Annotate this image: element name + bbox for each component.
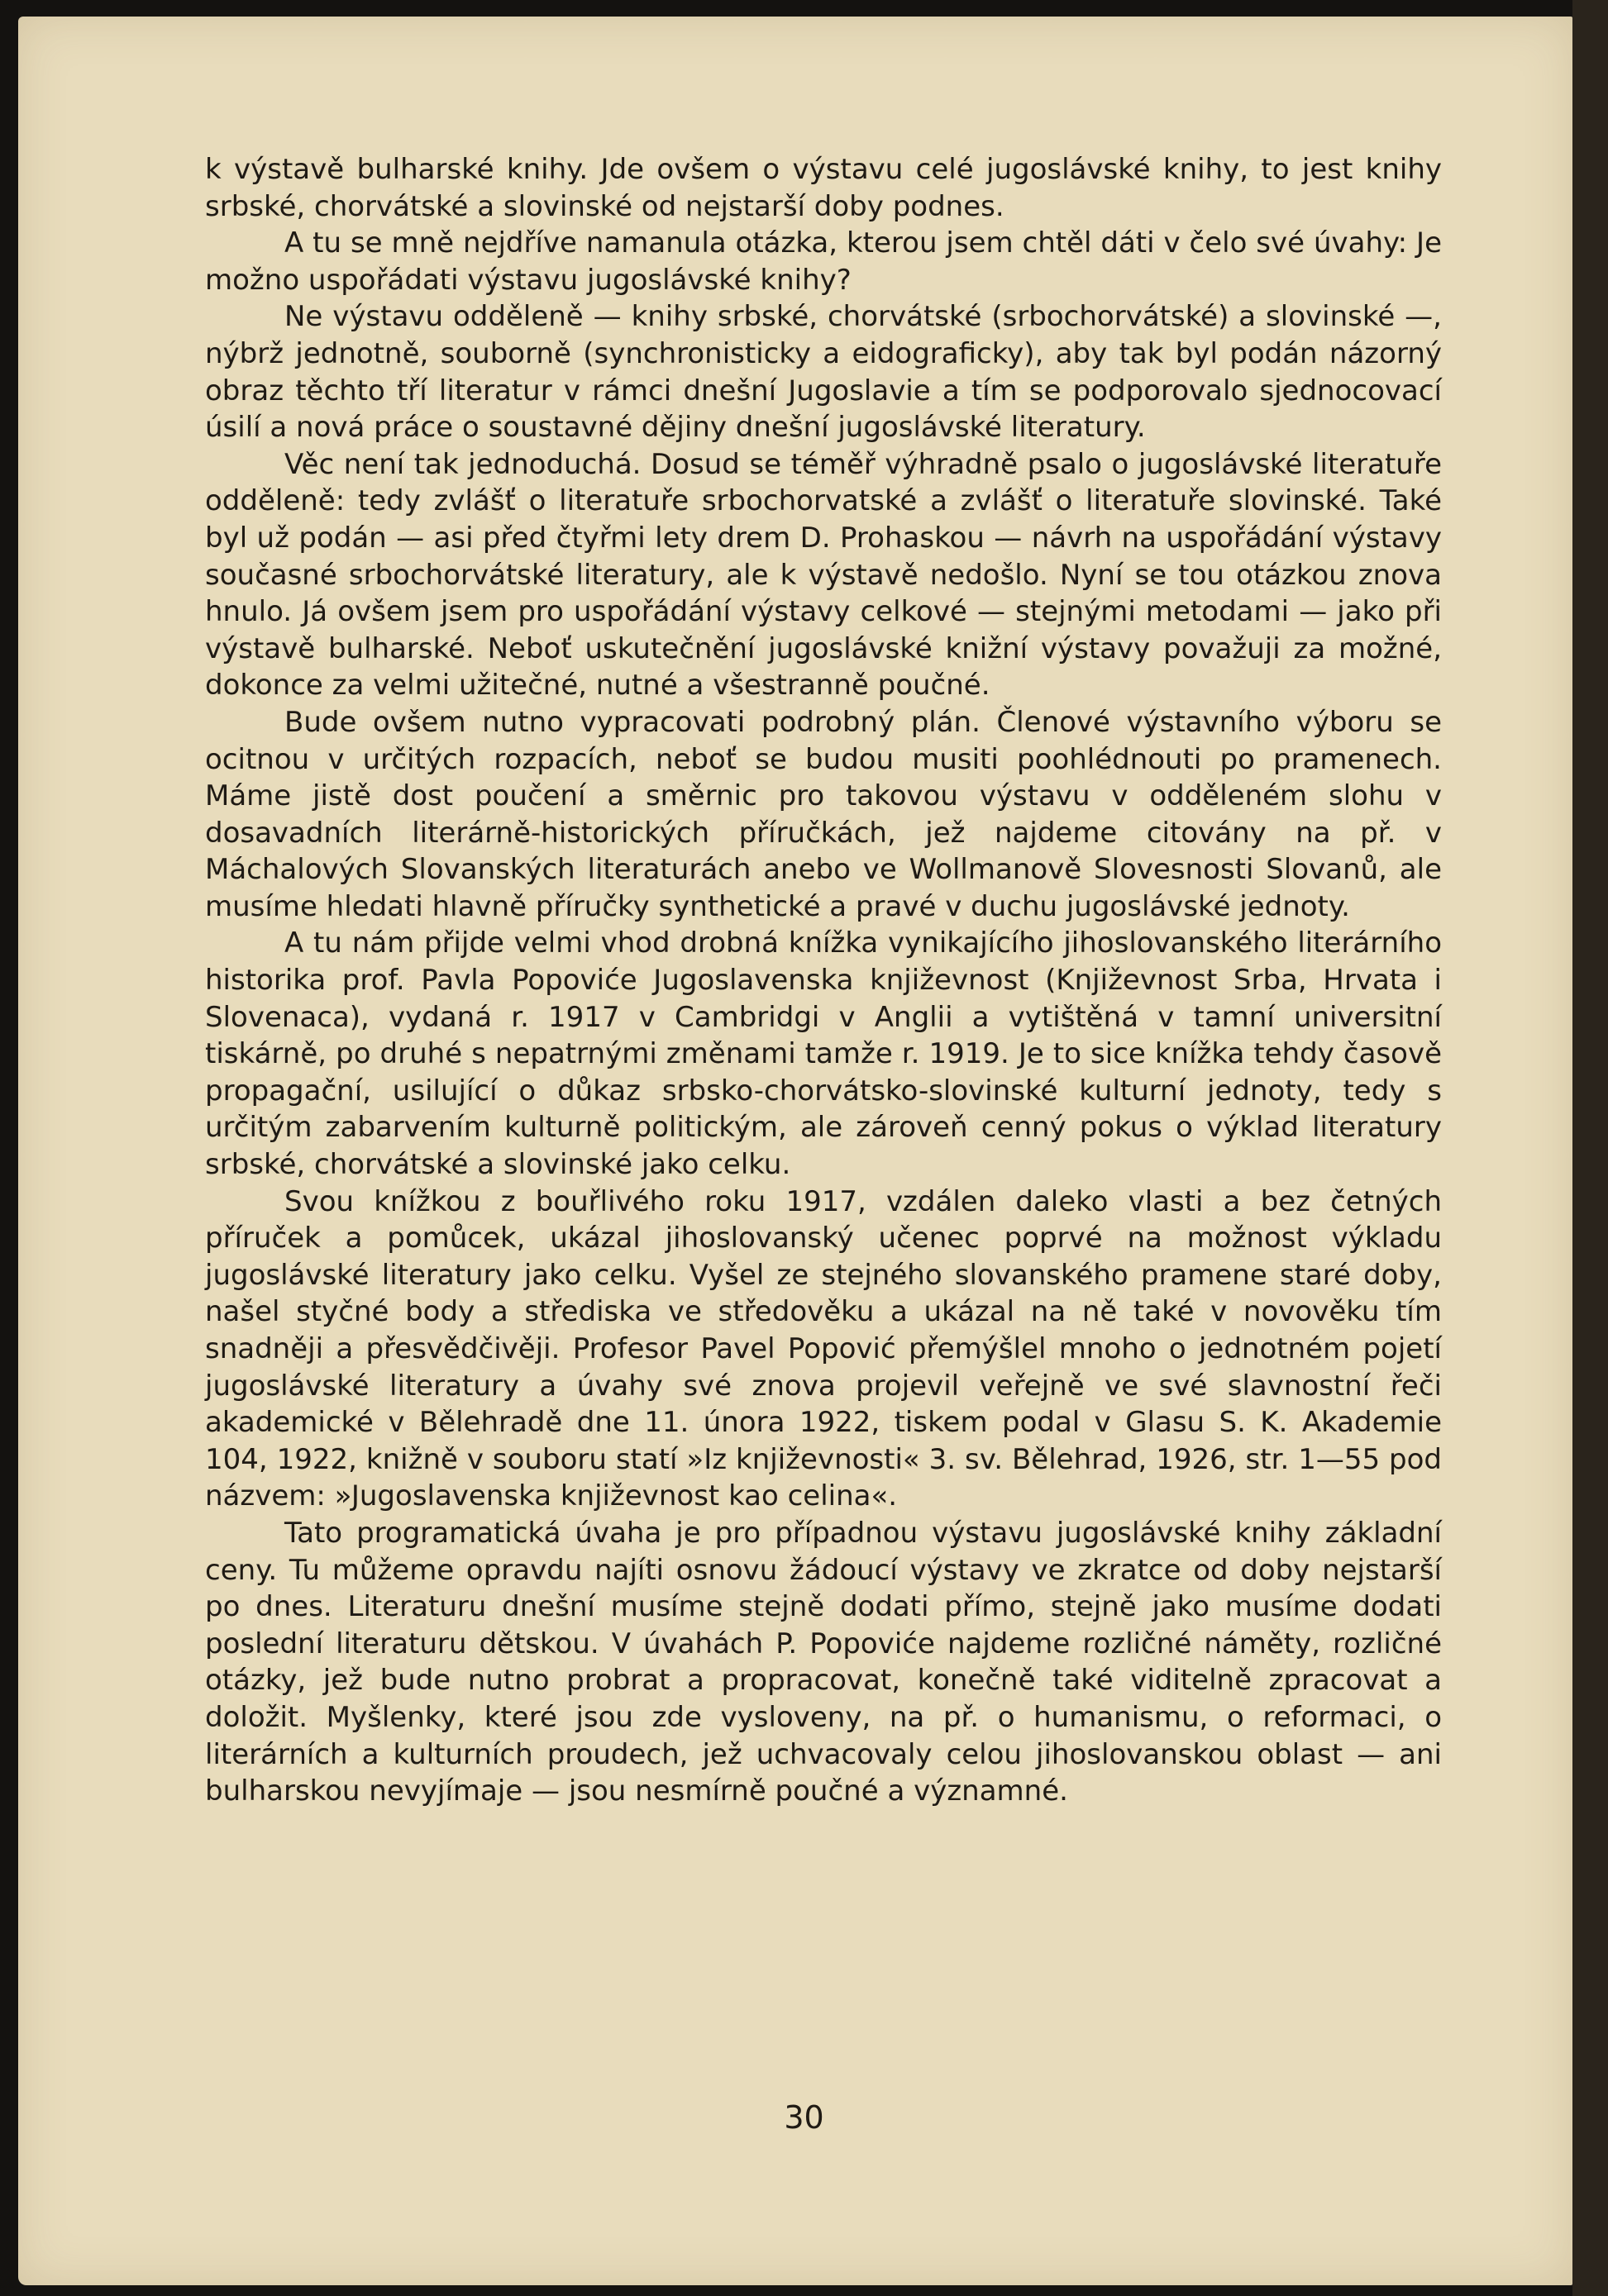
paragraph: Tato programatická úvaha je pro případnou výstavu jugoslávské knihy základní ceny. Tu můžeme opravdu najíti osnovu žádoucí výstavy ve zkratce od doby nejstarší po dnes. Literaturu dnešní musíme stejně dodati přímo, stejně jako musíme dodati poslední literaturu dětskou. V úvahách P. Popoviće najdeme rozličné náměty, rozličné otázky, jež bude nutno probrat a propracovat, konečně také viditelně zpracovat a doložit. Myšlenky, které jsou zde vysloveny, na př. o humanismu, o reformaci, o literárních a kulturních proudech, jež uchvacovaly celou jihoslovanskou oblast — ani bulharskou nevyjímaje — jsou nesmírně poučné a významné.: [205, 1516, 1442, 1808]
body-text: [205, 151, 1442, 1810]
paragraph: Svou knížkou z bouřlivého roku 1917, vzdálen daleko vlasti a bez četných příruček a pomůcek, ukázal jihoslovanský učenec poprvé na možnost výkladu jugoslávské literatury jako celku. Vyšel ze stejného slovanského pramene staré doby, našel styčné body a střediska ve středověku a ukázal na ně také v novověku tím snadněji a přesvědčivěji. Profesor Pavel Popović přemýšlel mnoho o jednotném pojetí jugoslávské literatury a úvahy své znova projevil veřejně ve své slavnostní řeči akademické v Bělehradě dne 11. února 1922, tiskem podal v Glasu S. K. Akademie 104, 1922, knižně v souboru statí »Iz književnosti« 3. sv. Bělehrad, 1926, str. 1—55 pod názvem: »Jugoslavenska književnost kao celina«.: [205, 1184, 1442, 1513]
paragraph: Bude ovšem nutno vypracovati podrobný plán. Členové výstavního výboru se ocitnou v určitých rozpacích, neboť se budou musiti poohlédnouti po pramenech. Máme jistě dost poučení a směrnic pro takovou výstavu v odděleném slohu v dosavadních literárně-historických příručkách, jež najdeme citovány na př. v Máchalových Slovanských literaturách anebo ve Wollmanově Slovesnosti Slovanů, ale musíme hledati hlavně příručky synthetické a pravé v duchu jugoslávské jednoty.: [205, 705, 1442, 923]
paragraph: Věc není tak jednoduchá. Dosud se téměř výhradně psalo o jugoslávské literatuře odděleně: tedy zvlášť o literatuře srbochorvatské a zvlášť o literatuře slovinské. Také byl už podán — asi před čtyřmi lety drem D. Prohaskou — návrh na uspořádání výstavy současné srbochorvátské literatury, ale k výstavě nedošlo. Nyní se tou otázkou znova hnulo. Já ovšem jsem pro uspořádání výstavy celkové — stejnými metodami — jako při výstavě bulharské. Neboť uskutečnění jugoslávské knižní výstavy považuji za možné, dokonce za velmi užitečné, nutné a všestranně poučné.: [205, 447, 1442, 703]
paragraph: k výstavě bulharské knihy. Jde ovšem o výstavu celé jugoslávské knihy, to jest knihy srbské, chorvátské a slovinské od nejstarší doby podnes.: [205, 153, 1442, 223]
paragraph: Ne výstavu odděleně — knihy srbské, chorvátské (srbochorvátské) a slovinské —, nýbrž jednotně, souborně (synchronisticky a eidograficky), aby tak byl podán názorný obraz těchto tří literatur v rámci dnešní Jugoslavie a tím se podporovalo sjednocovací úsilí a nová práce o soustavné dějiny dnešní jugoslávské literatury.: [205, 300, 1442, 445]
page-number: 30: [784, 2099, 824, 2136]
adjacent-page-edge: [1572, 0, 1608, 2296]
paragraph: A tu se mně nejdříve namanula otázka, kterou jsem chtěl dáti v čelo své úvahy: Je možno uspořádati výstavu jugoslávské knihy?: [205, 226, 1442, 297]
paragraph: A tu nám přijde velmi vhod drobná knížka vynikajícího jihoslovanského literárního historika prof. Pavla Popoviće Jugoslavenska književnost (Književnost Srba, Hrvata i Slovenaca), vydaná r. 1917 v Cambridgi v Anglii a vytištěná v tamní universitní tiskárně, po druhé s nepatrnými změnami tamže r. 1919. Je to sice knížka tehdy časově propagační, usilující o důkaz srbsko-chorvátsko-slovinské kulturní jednoty, tedy s určitým zabarvením kulturně politickým, ale zároveň cenný pokus o výklad literatury srbské, chorvátské a slovinské jako celku.: [205, 926, 1442, 1182]
